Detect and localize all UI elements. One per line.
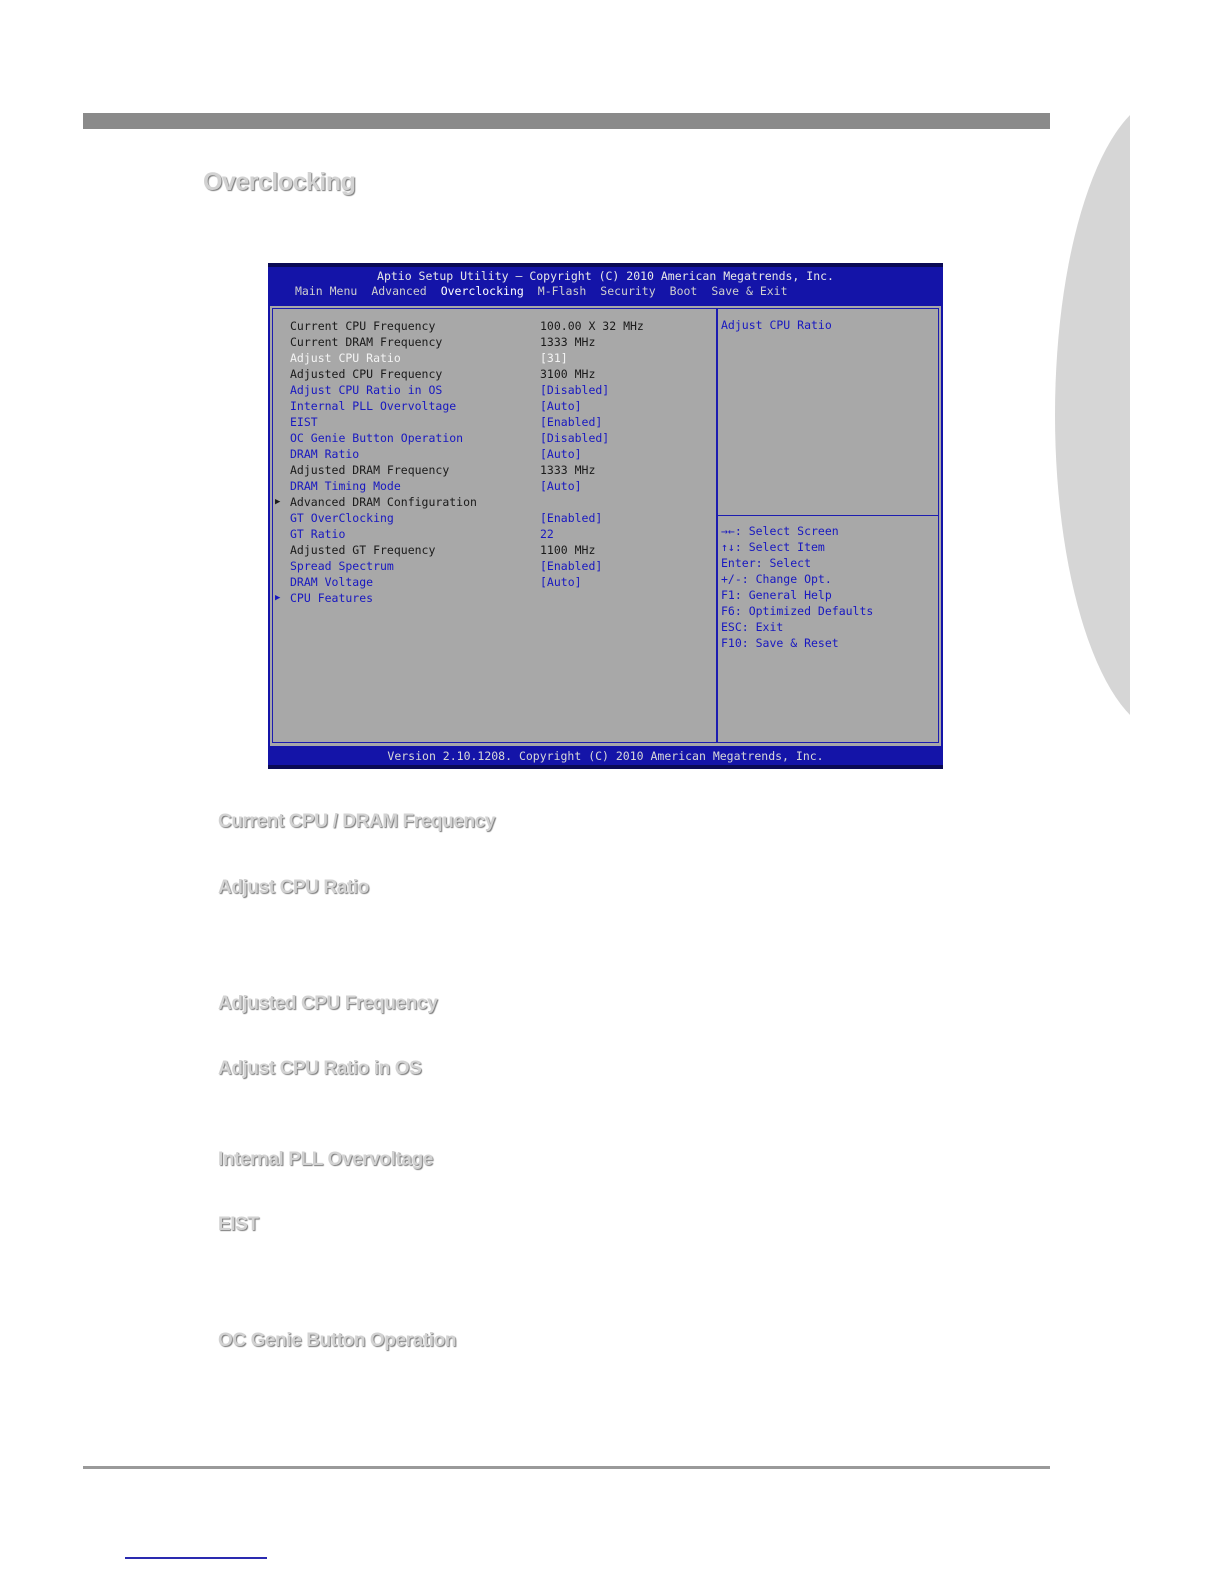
setting-row[interactable] bbox=[273, 318, 713, 334]
section-heading-adjust-cpu-ratio-os: Adjust CPU Ratio in OS bbox=[218, 1058, 422, 1079]
tab-save-exit[interactable]: Save & Exit bbox=[711, 284, 788, 298]
setting-row[interactable] bbox=[273, 590, 713, 606]
bios-menu-bar bbox=[288, 284, 795, 299]
key-help-select-item: ↑↓: Select Item bbox=[721, 540, 825, 554]
setting-value: 1100 MHz bbox=[540, 543, 596, 557]
tab-m-flash[interactable]: M-Flash bbox=[537, 284, 587, 298]
setting-value: 22 bbox=[540, 527, 554, 541]
item-help-text: Adjust CPU Ratio bbox=[721, 318, 832, 332]
help-panel bbox=[717, 308, 939, 743]
submenu-arrow-icon: ▶ bbox=[275, 497, 281, 507]
setting-value: [Auto] bbox=[540, 479, 582, 493]
setting-row[interactable] bbox=[273, 510, 713, 526]
setting-value: [Disabled] bbox=[540, 383, 610, 397]
setting-value: 1333 MHz bbox=[540, 463, 596, 477]
footer-rule bbox=[83, 1466, 1050, 1469]
key-help-enter: Enter: Select bbox=[721, 556, 812, 570]
setting-value: 1333 MHz bbox=[540, 335, 596, 349]
tab-overclocking[interactable]: Overclocking bbox=[434, 284, 531, 299]
bios-screenshot bbox=[268, 263, 943, 769]
setting-row[interactable] bbox=[273, 526, 713, 542]
section-heading-internal-pll: Internal PLL Overvoltage bbox=[218, 1149, 433, 1170]
setting-value: [31] bbox=[540, 351, 568, 365]
settings-panel bbox=[272, 308, 717, 743]
key-help-esc: ESC: Exit bbox=[721, 620, 784, 634]
setting-label: Spread Spectrum bbox=[290, 559, 394, 573]
setting-label: Adjust CPU Ratio in OS bbox=[290, 383, 443, 397]
key-help-f6: F6: Optimized Defaults bbox=[721, 604, 874, 618]
section-heading-oc-genie: OC Genie Button Operation bbox=[218, 1330, 457, 1351]
setting-label: Adjust CPU Ratio bbox=[290, 351, 401, 365]
setting-value: [Enabled] bbox=[540, 415, 603, 429]
setting-label: DRAM Timing Mode bbox=[290, 479, 401, 493]
section-heading-current-frequency: Current CPU / DRAM Frequency bbox=[218, 811, 496, 832]
tab-security[interactable]: Security bbox=[600, 284, 656, 298]
setting-label: CPU Features bbox=[290, 591, 374, 605]
page-title: Overclocking bbox=[203, 168, 356, 196]
key-help-change-opt: +/-: Change Opt. bbox=[721, 572, 832, 586]
bios-footer: Version 2.10.1208. Copyright (C) 2010 American Megatrends, Inc. bbox=[387, 749, 824, 763]
setting-label: GT Ratio bbox=[290, 527, 346, 541]
setting-row[interactable] bbox=[273, 574, 713, 590]
setting-label: EIST bbox=[290, 415, 318, 429]
tab-advanced[interactable]: Advanced bbox=[371, 284, 427, 298]
help-divider bbox=[718, 515, 938, 516]
setting-label: Advanced DRAM Configuration bbox=[290, 495, 477, 509]
setting-row[interactable] bbox=[273, 542, 713, 558]
setting-row[interactable] bbox=[273, 366, 713, 382]
footer-link-underline bbox=[125, 1557, 267, 1559]
setting-row[interactable] bbox=[273, 558, 713, 574]
section-heading-eist: EIST bbox=[218, 1214, 259, 1235]
setting-value: 3100 MHz bbox=[540, 367, 596, 381]
setting-label: Internal PLL Overvoltage bbox=[290, 399, 457, 413]
setting-row[interactable] bbox=[273, 414, 713, 430]
setting-row[interactable] bbox=[273, 478, 713, 494]
setting-row[interactable] bbox=[273, 446, 713, 462]
setting-label: OC Genie Button Operation bbox=[290, 431, 464, 445]
setting-row[interactable] bbox=[273, 430, 713, 446]
setting-row[interactable] bbox=[273, 382, 713, 398]
bios-body bbox=[270, 306, 941, 746]
submenu-arrow-icon: ▶ bbox=[275, 593, 281, 603]
section-heading-adjusted-cpu-frequency: Adjusted CPU Frequency bbox=[218, 993, 438, 1014]
bios-title: Aptio Setup Utility – Copyright (C) 2010 American Megatrends, Inc. bbox=[377, 269, 834, 283]
section-heading-adjust-cpu-ratio: Adjust CPU Ratio bbox=[218, 877, 369, 898]
setting-row[interactable] bbox=[273, 494, 713, 510]
setting-value: [Enabled] bbox=[540, 559, 603, 573]
setting-value: [Enabled] bbox=[540, 511, 603, 525]
setting-value: [Auto] bbox=[540, 399, 582, 413]
tab-main-menu[interactable]: Main Menu bbox=[295, 284, 358, 298]
key-help-f1: F1: General Help bbox=[721, 588, 832, 602]
setting-value: [Disabled] bbox=[540, 431, 610, 445]
setting-row[interactable] bbox=[273, 350, 713, 366]
setting-label: Adjusted GT Frequency bbox=[290, 543, 436, 557]
setting-label: Adjusted CPU Frequency bbox=[290, 367, 443, 381]
setting-label: DRAM Ratio bbox=[290, 447, 360, 461]
setting-label: Current DRAM Frequency bbox=[290, 335, 443, 349]
setting-label: GT OverClocking bbox=[290, 511, 394, 525]
tab-boot[interactable]: Boot bbox=[669, 284, 698, 298]
setting-label: Current CPU Frequency bbox=[290, 319, 436, 333]
setting-label: Adjusted DRAM Frequency bbox=[290, 463, 450, 477]
key-help-select-screen: →←: Select Screen bbox=[721, 524, 839, 538]
setting-row[interactable] bbox=[273, 462, 713, 478]
setting-value: 100.00 X 32 MHz bbox=[540, 319, 644, 333]
header-bar bbox=[83, 113, 1050, 129]
setting-row[interactable] bbox=[273, 334, 713, 350]
setting-label: DRAM Voltage bbox=[290, 575, 374, 589]
setting-row[interactable] bbox=[273, 398, 713, 414]
setting-value: [Auto] bbox=[540, 447, 582, 461]
key-help-f10: F10: Save & Reset bbox=[721, 636, 839, 650]
setting-value: [Auto] bbox=[540, 575, 582, 589]
